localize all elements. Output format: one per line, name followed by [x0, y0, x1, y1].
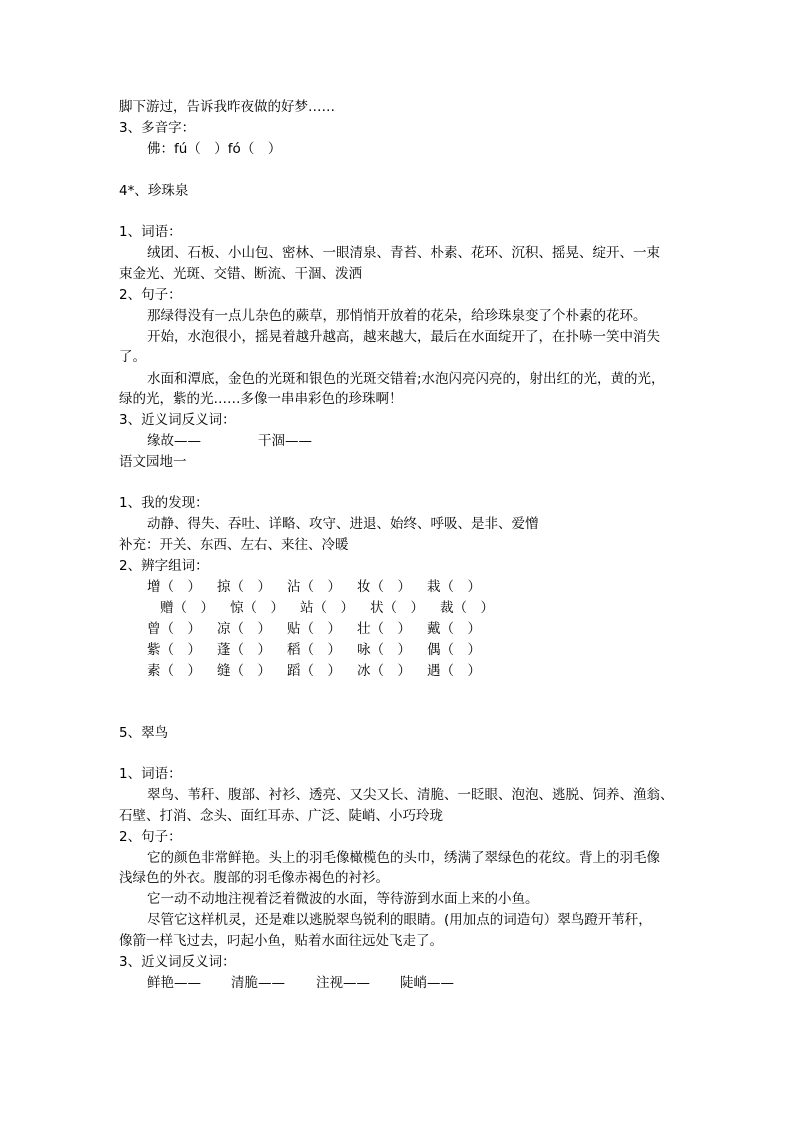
text-line: 浅绿色的外衣。腹部的羽毛像赤褐色的衬衫。: [119, 870, 389, 886]
text-line: 绒团、石板、小山包、密林、一眼清泉、青苔、朴素、花环、沉积、摇晃、绽开、一束: [147, 245, 660, 261]
char-cell: 素（ ）: [147, 663, 201, 679]
text-line: 那绿得没有一点儿杂色的蕨草，那悄悄开放着的花朵，给珍珠泉变了个朴素的花环。: [147, 308, 647, 324]
char-cell: 妆（ ）: [357, 579, 411, 595]
text-line: 动静、得失、吞吐、详略、攻守、进退、始终、呼吸、是非、爱憎: [147, 516, 539, 532]
char-cell: 惊（ ）: [230, 600, 284, 616]
char-cell: 凉（ ）: [217, 621, 271, 637]
synonym-item: 注视——: [316, 975, 370, 991]
section-heading: 1、我的发现：: [119, 495, 209, 511]
char-cell: 增（ ）: [147, 579, 201, 595]
char-cell: 紫（ ）: [147, 642, 201, 658]
char-cell: 站（ ）: [300, 600, 354, 616]
text-line: 翠鸟、苇秆、腹部、衬衫、透亮、又尖又长、清脆、一眨眼、泡泡、逃脱、饲养、渔翁、: [147, 787, 674, 803]
char-cell: 状（ ）: [370, 600, 424, 616]
lesson-title: 语文园地一: [119, 454, 187, 470]
text-line: 佛：fú（ ）fó（ ）: [147, 141, 282, 157]
char-cell: 蓬（ ）: [217, 642, 271, 658]
text-line: 绿的光，紫的光……多像一串串彩色的珍珠啊！: [119, 391, 403, 407]
text-line: 它一动不动地注视着泛着微波的水面，等待游到水面上来的小鱼。: [147, 891, 539, 907]
char-cell: 裁（ ）: [440, 600, 494, 616]
text-line: 束金光、光斑、交错、断流、干涸、泼洒: [119, 266, 362, 282]
text-line: 像箭一样飞过去，叼起小鱼，贴着水面往远处飞走了。: [119, 933, 443, 949]
synonym-item: 陡峭——: [400, 975, 454, 991]
section-heading: 2、句子：: [119, 287, 182, 303]
section-heading: 3、多音字：: [119, 120, 196, 136]
char-cell: 蹈（ ）: [287, 663, 341, 679]
section-heading: 1、词语：: [119, 766, 182, 782]
char-cell: 贴（ ）: [287, 621, 341, 637]
text-line: 水面和潭底，金色的光斑和银色的光斑交错着;水泡闪亮闪亮的，射出红的光，黄的光，: [147, 371, 665, 387]
synonym-item: 鲜艳——: [147, 975, 201, 991]
char-cell: 赠（ ）: [160, 600, 214, 616]
text-line: 补充：开关、东西、左右、来往、冷暖: [119, 537, 349, 553]
text-line: 脚下游过，告诉我昨夜做的好梦……: [119, 99, 335, 115]
char-cell: 曾（ ）: [147, 621, 201, 637]
text-line: 尽管它这样机灵，还是难以逃脱翠鸟锐利的眼睛。(用加点的词造句）翠鸟蹬开苇秆，: [147, 912, 652, 928]
section-heading: 2、辨字组词：: [119, 558, 209, 574]
lesson-title: 4*、珍珠泉: [119, 183, 189, 199]
char-cell: 缝（ ）: [217, 663, 271, 679]
char-cell: 戴（ ）: [427, 621, 481, 637]
text-line: 了。: [119, 349, 146, 365]
lesson-title: 5、翠鸟: [119, 725, 169, 741]
section-heading: 2、句子：: [119, 829, 182, 845]
char-cell: 沾（ ）: [287, 579, 341, 595]
char-cell: 偶（ ）: [427, 642, 481, 658]
synonym-item: 清脆——: [231, 975, 285, 991]
char-cell: 栽（ ）: [427, 579, 481, 595]
char-cell: 稻（ ）: [287, 642, 341, 658]
text-line: 石壁、打消、念头、面红耳赤、广泛、陡峭、小巧玲珑: [119, 808, 443, 824]
char-cell: 冰（ ）: [357, 663, 411, 679]
section-heading: 3、近义词反义词：: [119, 412, 236, 428]
char-cell: 掠（ ）: [217, 579, 271, 595]
text-line: 干涸——: [258, 433, 312, 449]
section-heading: 3、近义词反义词：: [119, 954, 236, 970]
text-line: 开始，水泡很小，摇晃着越升越高，越来越大，最后在水面绽开了，在扑哧一笑中消失: [147, 329, 660, 345]
section-heading: 1、词语：: [119, 224, 182, 240]
char-cell: 咏（ ）: [357, 642, 411, 658]
text-line: 它的颜色非常鲜艳。头上的羽毛像橄榄色的头巾，绣满了翠绿色的花纹。背上的羽毛像: [147, 850, 660, 866]
char-cell: 遇（ ）: [427, 663, 481, 679]
char-cell: 壮（ ）: [357, 621, 411, 637]
text-line: 缘故——: [147, 433, 201, 449]
